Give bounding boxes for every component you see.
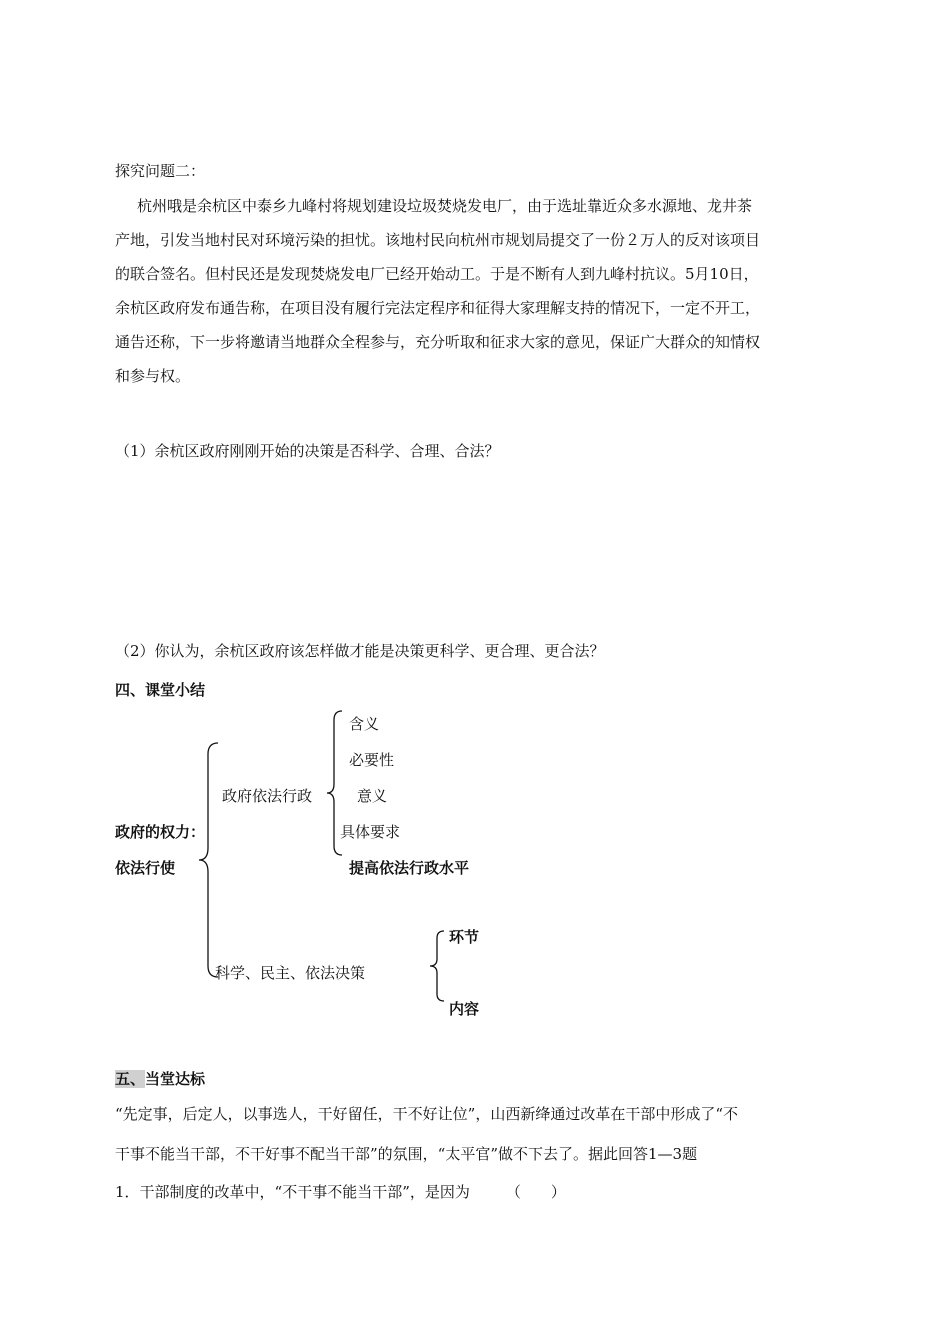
paragraph-line: 的联合签名。但村民还是发现焚烧发电厂已经开始动工。于是不断有人到九峰村抗议。5月10日，: [115, 265, 759, 283]
summary-root-line1: 政府的权力：: [115, 823, 206, 841]
practice-heading-text: 当堂达标: [145, 1070, 206, 1088]
summary-big-brace: [196, 740, 226, 980]
summary-heading: 四、课堂小结: [115, 681, 206, 699]
question-1: （1）余杭区政府刚刚开始的决策是否科学、合理、合法？: [115, 442, 500, 460]
summary-branch1: 政府依法行政: [222, 787, 313, 805]
paragraph-line: 余杭区政府发布通告称，在项目没有履行完法定程序和征得大家理解支持的情况下，一定不开工，: [115, 299, 761, 317]
paragraph-line: 杭州哦是余杭区中泰乡九峰村将规划建设垃圾焚烧发电厂，由于选址靠近众多水源地、龙井茶: [137, 197, 753, 215]
practice-question-1-text: 1．干部制度的改革中，“不干事不能当干部”，是因为: [115, 1183, 470, 1201]
practice-intro-line1: “先定事，后定人，以事选人，干好留任，干不好让位”，山西新绛通过改革在干部中形成了“不: [115, 1105, 739, 1123]
branch1-item-significance: 意义: [357, 787, 388, 805]
answer-blank: （ ）: [505, 1183, 566, 1201]
paragraph-line: 和参与权。: [115, 367, 191, 385]
paragraph-line: 通告还称，下一步将邀请当地群众全程参与，充分听取和征求大家的意见，保证广大群众的知情权: [115, 333, 761, 351]
practice-question-1: [115, 1181, 566, 1202]
explore-heading: 探究问题二：: [115, 162, 206, 180]
practice-heading-number: 五、: [115, 1070, 146, 1088]
summary-branch2-brace: [428, 928, 448, 1004]
branch1-item-necessity: 必要性: [349, 751, 395, 769]
branch2-item-content: 内容: [449, 1000, 480, 1018]
practice-intro-line2: 干事不能当干部，不干好事不配当干部”的氛围，“太平官”做不下去了。据此回答1—3题: [115, 1145, 698, 1163]
branch2-item-steps: 环节: [449, 928, 480, 946]
explore-paragraph: [115, 189, 840, 393]
branch1-item-improve-level: 提高依法行政水平: [349, 859, 470, 877]
summary-root-line2: 依法行使: [115, 859, 176, 877]
branch1-item-requirements: 具体要求: [340, 823, 401, 841]
practice-heading: [115, 1068, 205, 1089]
question-2: （2）你认为，余杭区政府该怎样做才能是决策更科学、更合理、更合法？: [115, 642, 605, 660]
branch1-item-meaning: 含义: [349, 715, 380, 733]
summary-branch2: 科学、民主、依法决策: [215, 964, 366, 982]
paragraph-line: 产地，引发当地村民对环境污染的担忧。该地村民向杭州市规划局提交了一份２万人的反对该项目: [115, 231, 761, 249]
